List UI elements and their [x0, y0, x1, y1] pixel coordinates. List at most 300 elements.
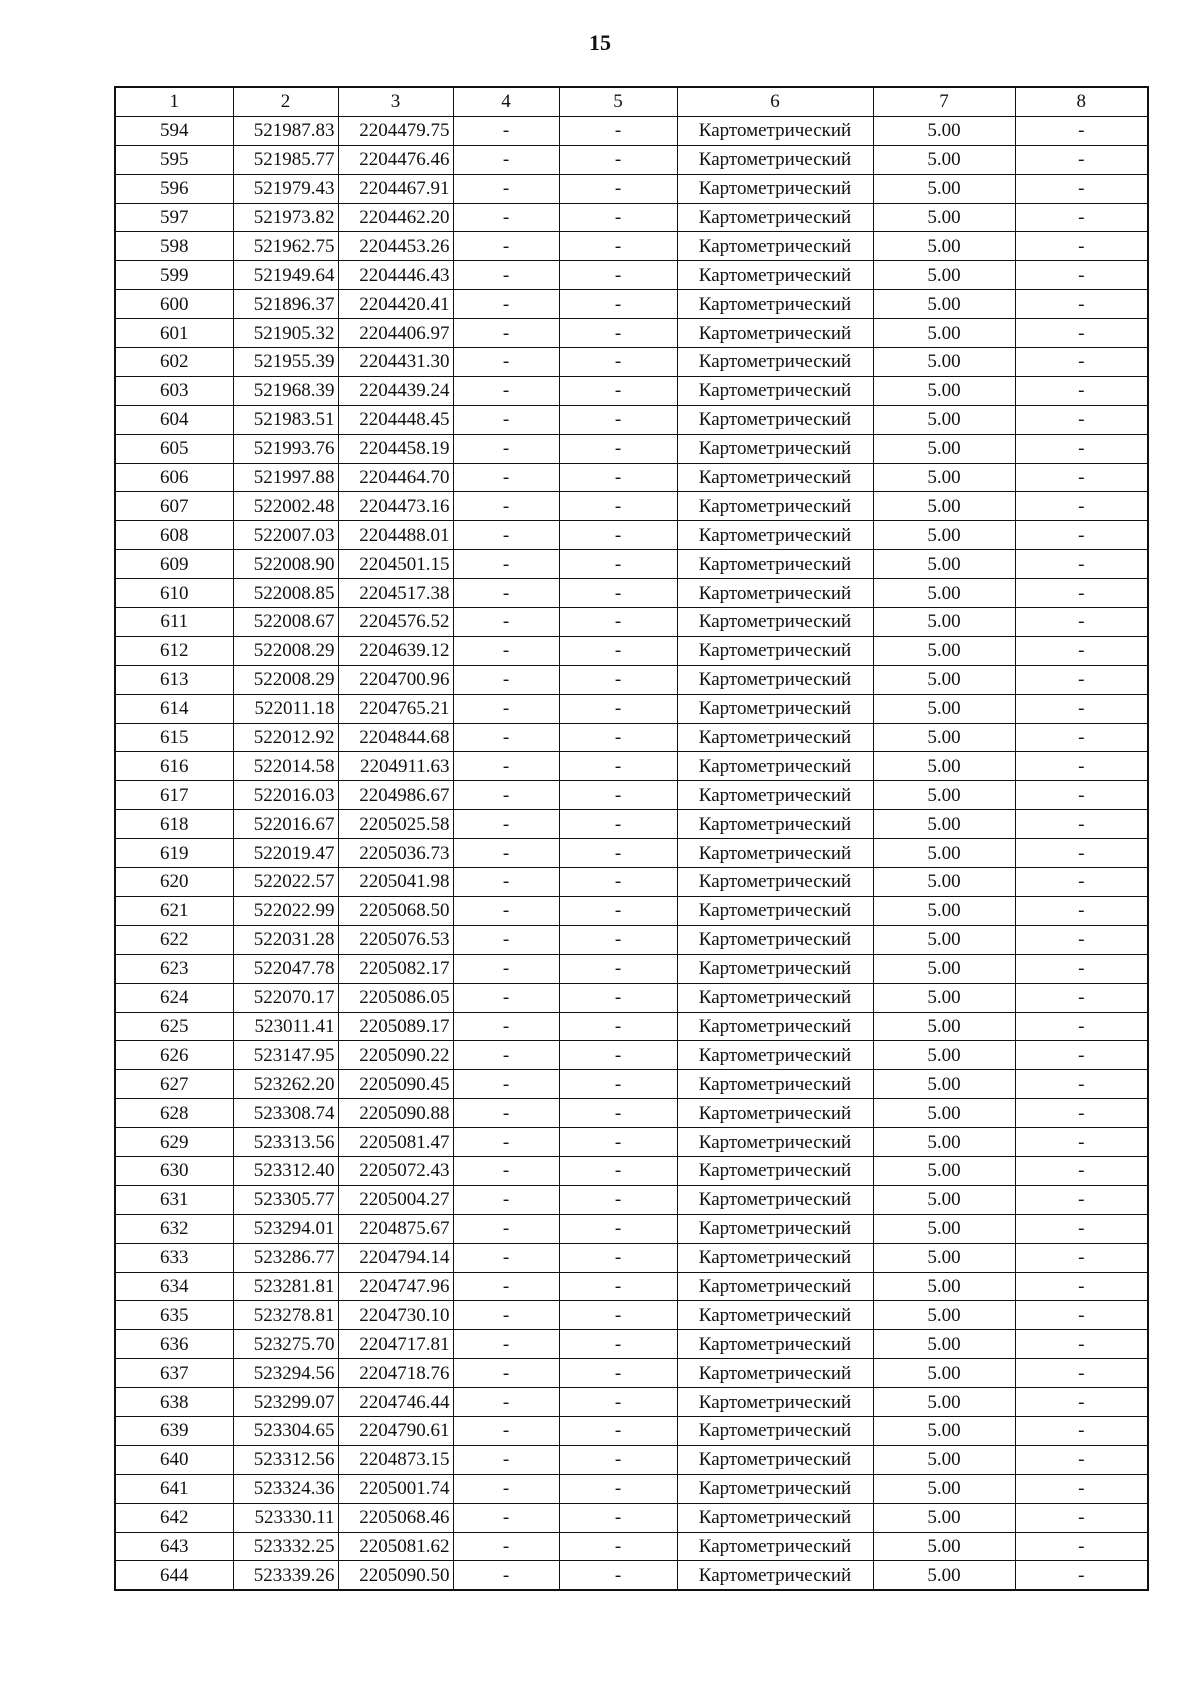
table-row — [115, 839, 1148, 868]
x-coordinate-cell: 522070.17 — [233, 983, 338, 1012]
column-4-cell: - — [453, 1532, 559, 1561]
x-coordinate-cell: 522016.03 — [233, 781, 338, 810]
table-row — [115, 579, 1148, 608]
y-coordinate-cell: 2204458.19 — [338, 434, 453, 463]
column-header-4: 4 — [453, 87, 559, 116]
table-row — [115, 781, 1148, 810]
y-coordinate-cell: 2204501.15 — [338, 550, 453, 579]
column-5-cell: - — [559, 261, 677, 290]
precision-cell: 5.00 — [873, 1243, 1015, 1272]
point-number-cell: 644 — [115, 1561, 233, 1590]
x-coordinate-cell: 523294.01 — [233, 1214, 338, 1243]
method-cell: Картометрический — [677, 1503, 873, 1532]
column-5-cell: - — [559, 1330, 677, 1359]
x-coordinate-cell: 523305.77 — [233, 1185, 338, 1214]
x-coordinate-cell: 522016.67 — [233, 810, 338, 839]
y-coordinate-cell: 2205086.05 — [338, 983, 453, 1012]
column-8-cell: - — [1015, 636, 1148, 665]
column-8-cell: - — [1015, 405, 1148, 434]
method-cell: Картометрический — [677, 405, 873, 434]
y-coordinate-cell: 2204467.91 — [338, 174, 453, 203]
column-5-cell: - — [559, 1474, 677, 1503]
precision-cell: 5.00 — [873, 1301, 1015, 1330]
precision-cell: 5.00 — [873, 1330, 1015, 1359]
point-number-cell: 612 — [115, 636, 233, 665]
y-coordinate-cell: 2204446.43 — [338, 261, 453, 290]
column-5-cell: - — [559, 1272, 677, 1301]
precision-cell: 5.00 — [873, 290, 1015, 319]
column-8-cell: - — [1015, 203, 1148, 232]
method-cell: Картометрический — [677, 868, 873, 897]
point-number-cell: 641 — [115, 1474, 233, 1503]
column-4-cell: - — [453, 174, 559, 203]
precision-cell: 5.00 — [873, 665, 1015, 694]
column-4-cell: - — [453, 1041, 559, 1070]
y-coordinate-cell: 2205081.62 — [338, 1532, 453, 1561]
y-coordinate-cell: 2204746.44 — [338, 1388, 453, 1417]
x-coordinate-cell: 522007.03 — [233, 521, 338, 550]
precision-cell: 5.00 — [873, 405, 1015, 434]
column-4-cell: - — [453, 1099, 559, 1128]
column-4-cell: - — [453, 1012, 559, 1041]
y-coordinate-cell: 2204639.12 — [338, 636, 453, 665]
column-8-cell: - — [1015, 1445, 1148, 1474]
precision-cell: 5.00 — [873, 636, 1015, 665]
x-coordinate-cell: 521896.37 — [233, 290, 338, 319]
method-cell: Картометрический — [677, 1214, 873, 1243]
method-cell: Картометрический — [677, 232, 873, 261]
column-5-cell: - — [559, 434, 677, 463]
column-5-cell: - — [559, 463, 677, 492]
point-number-cell: 622 — [115, 925, 233, 954]
precision-cell: 5.00 — [873, 1070, 1015, 1099]
column-8-cell: - — [1015, 665, 1148, 694]
column-8-cell: - — [1015, 1214, 1148, 1243]
column-4-cell: - — [453, 492, 559, 521]
table-row — [115, 1185, 1148, 1214]
column-5-cell: - — [559, 1445, 677, 1474]
x-coordinate-cell: 522022.99 — [233, 896, 338, 925]
column-4-cell: - — [453, 665, 559, 694]
column-4-cell: - — [453, 116, 559, 145]
column-4-cell: - — [453, 1243, 559, 1272]
point-number-cell: 643 — [115, 1532, 233, 1561]
column-4-cell: - — [453, 1561, 559, 1590]
column-5-cell: - — [559, 1099, 677, 1128]
point-number-cell: 628 — [115, 1099, 233, 1128]
x-coordinate-cell: 523147.95 — [233, 1041, 338, 1070]
precision-cell: 5.00 — [873, 1099, 1015, 1128]
column-5-cell: - — [559, 1156, 677, 1185]
point-number-cell: 608 — [115, 521, 233, 550]
y-coordinate-cell: 2204439.24 — [338, 376, 453, 405]
column-header-7: 7 — [873, 87, 1015, 116]
column-4-cell: - — [453, 290, 559, 319]
method-cell: Картометрический — [677, 203, 873, 232]
x-coordinate-cell: 523313.56 — [233, 1128, 338, 1157]
method-cell: Картометрический — [677, 1070, 873, 1099]
x-coordinate-cell: 523339.26 — [233, 1561, 338, 1590]
precision-cell: 5.00 — [873, 781, 1015, 810]
table-row — [115, 1070, 1148, 1099]
column-8-cell: - — [1015, 1156, 1148, 1185]
column-4-cell: - — [453, 145, 559, 174]
table-row — [115, 116, 1148, 145]
point-number-cell: 613 — [115, 665, 233, 694]
point-number-cell: 635 — [115, 1301, 233, 1330]
point-number-cell: 625 — [115, 1012, 233, 1041]
precision-cell: 5.00 — [873, 1474, 1015, 1503]
table-row — [115, 1301, 1148, 1330]
point-number-cell: 632 — [115, 1214, 233, 1243]
column-4-cell: - — [453, 261, 559, 290]
point-number-cell: 624 — [115, 983, 233, 1012]
table-row — [115, 1359, 1148, 1388]
table-row — [115, 203, 1148, 232]
method-cell: Картометрический — [677, 1561, 873, 1590]
precision-cell: 5.00 — [873, 1359, 1015, 1388]
column-5-cell: - — [559, 752, 677, 781]
y-coordinate-cell: 2204844.68 — [338, 723, 453, 752]
column-8-cell: - — [1015, 868, 1148, 897]
y-coordinate-cell: 2204700.96 — [338, 665, 453, 694]
column-8-cell: - — [1015, 1301, 1148, 1330]
table-row — [115, 550, 1148, 579]
column-8-cell: - — [1015, 694, 1148, 723]
column-5-cell: - — [559, 636, 677, 665]
column-8-cell: - — [1015, 1243, 1148, 1272]
x-coordinate-cell: 521983.51 — [233, 405, 338, 434]
column-5-cell: - — [559, 1185, 677, 1214]
column-5-cell: - — [559, 405, 677, 434]
column-8-cell: - — [1015, 261, 1148, 290]
precision-cell: 5.00 — [873, 1185, 1015, 1214]
precision-cell: 5.00 — [873, 1156, 1015, 1185]
precision-cell: 5.00 — [873, 463, 1015, 492]
point-number-cell: 599 — [115, 261, 233, 290]
column-8-cell: - — [1015, 983, 1148, 1012]
method-cell: Картометрический — [677, 174, 873, 203]
column-5-cell: - — [559, 579, 677, 608]
precision-cell: 5.00 — [873, 868, 1015, 897]
x-coordinate-cell: 523299.07 — [233, 1388, 338, 1417]
method-cell: Картометрический — [677, 954, 873, 983]
table-body — [115, 116, 1148, 1590]
y-coordinate-cell: 2205036.73 — [338, 839, 453, 868]
precision-cell: 5.00 — [873, 1388, 1015, 1417]
point-number-cell: 621 — [115, 896, 233, 925]
column-4-cell: - — [453, 1474, 559, 1503]
method-cell: Картометрический — [677, 376, 873, 405]
column-4-cell: - — [453, 1070, 559, 1099]
table-row — [115, 434, 1148, 463]
point-number-cell: 596 — [115, 174, 233, 203]
column-4-cell: - — [453, 954, 559, 983]
column-5-cell: - — [559, 1503, 677, 1532]
table-row — [115, 492, 1148, 521]
y-coordinate-cell: 2204464.70 — [338, 463, 453, 492]
column-8-cell: - — [1015, 434, 1148, 463]
method-cell: Картометрический — [677, 261, 873, 290]
method-cell: Картометрический — [677, 463, 873, 492]
page-number: 15 — [589, 30, 611, 55]
column-5-cell: - — [559, 1128, 677, 1157]
y-coordinate-cell: 2205001.74 — [338, 1474, 453, 1503]
table-row — [115, 290, 1148, 319]
method-cell: Картометрический — [677, 492, 873, 521]
method-cell: Картометрический — [677, 145, 873, 174]
y-coordinate-cell: 2204911.63 — [338, 752, 453, 781]
column-4-cell: - — [453, 983, 559, 1012]
x-coordinate-cell: 522008.29 — [233, 665, 338, 694]
method-cell: Картометрический — [677, 434, 873, 463]
method-cell: Картометрический — [677, 608, 873, 637]
column-8-cell: - — [1015, 723, 1148, 752]
x-coordinate-cell: 522002.48 — [233, 492, 338, 521]
column-5-cell: - — [559, 1359, 677, 1388]
column-5-cell: - — [559, 839, 677, 868]
x-coordinate-cell: 522008.29 — [233, 636, 338, 665]
column-5-cell: - — [559, 1243, 677, 1272]
precision-cell: 5.00 — [873, 839, 1015, 868]
precision-cell: 5.00 — [873, 550, 1015, 579]
x-coordinate-cell: 521962.75 — [233, 232, 338, 261]
y-coordinate-cell: 2204717.81 — [338, 1330, 453, 1359]
method-cell: Картометрический — [677, 1474, 873, 1503]
column-8-cell: - — [1015, 232, 1148, 261]
y-coordinate-cell: 2204790.61 — [338, 1416, 453, 1445]
precision-cell: 5.00 — [873, 1445, 1015, 1474]
precision-cell: 5.00 — [873, 116, 1015, 145]
column-5-cell: - — [559, 781, 677, 810]
precision-cell: 5.00 — [873, 694, 1015, 723]
column-8-cell: - — [1015, 550, 1148, 579]
point-number-cell: 634 — [115, 1272, 233, 1301]
table-row — [115, 1214, 1148, 1243]
table-row — [115, 723, 1148, 752]
y-coordinate-cell: 2205090.50 — [338, 1561, 453, 1590]
column-8-cell: - — [1015, 1359, 1148, 1388]
point-number-cell: 623 — [115, 954, 233, 983]
table-row — [115, 405, 1148, 434]
precision-cell: 5.00 — [873, 1041, 1015, 1070]
table-row — [115, 925, 1148, 954]
column-4-cell: - — [453, 1301, 559, 1330]
table-row — [115, 1503, 1148, 1532]
precision-cell: 5.00 — [873, 954, 1015, 983]
point-number-cell: 617 — [115, 781, 233, 810]
table-row — [115, 1128, 1148, 1157]
column-4-cell: - — [453, 1445, 559, 1474]
x-coordinate-cell: 522012.92 — [233, 723, 338, 752]
precision-cell: 5.00 — [873, 348, 1015, 377]
point-number-cell: 636 — [115, 1330, 233, 1359]
column-5-cell: - — [559, 1532, 677, 1561]
column-8-cell: - — [1015, 608, 1148, 637]
column-4-cell: - — [453, 1359, 559, 1388]
y-coordinate-cell: 2204448.45 — [338, 405, 453, 434]
precision-cell: 5.00 — [873, 174, 1015, 203]
precision-cell: 5.00 — [873, 1128, 1015, 1157]
point-number-cell: 618 — [115, 810, 233, 839]
method-cell: Картометрический — [677, 636, 873, 665]
column-5-cell: - — [559, 145, 677, 174]
method-cell: Картометрический — [677, 290, 873, 319]
precision-cell: 5.00 — [873, 608, 1015, 637]
table-row — [115, 348, 1148, 377]
column-4-cell: - — [453, 810, 559, 839]
y-coordinate-cell: 2204420.41 — [338, 290, 453, 319]
precision-cell: 5.00 — [873, 752, 1015, 781]
column-8-cell: - — [1015, 925, 1148, 954]
method-cell: Картометрический — [677, 1445, 873, 1474]
column-5-cell: - — [559, 665, 677, 694]
x-coordinate-cell: 523286.77 — [233, 1243, 338, 1272]
column-4-cell: - — [453, 694, 559, 723]
column-8-cell: - — [1015, 521, 1148, 550]
column-4-cell: - — [453, 319, 559, 348]
table-row — [115, 896, 1148, 925]
y-coordinate-cell: 2204517.38 — [338, 579, 453, 608]
column-5-cell: - — [559, 810, 677, 839]
table-row — [115, 810, 1148, 839]
precision-cell: 5.00 — [873, 723, 1015, 752]
y-coordinate-cell: 2204747.96 — [338, 1272, 453, 1301]
point-number-cell: 598 — [115, 232, 233, 261]
precision-cell: 5.00 — [873, 145, 1015, 174]
y-coordinate-cell: 2205082.17 — [338, 954, 453, 983]
point-number-cell: 629 — [115, 1128, 233, 1157]
precision-cell: 5.00 — [873, 1503, 1015, 1532]
column-8-cell: - — [1015, 116, 1148, 145]
precision-cell: 5.00 — [873, 434, 1015, 463]
column-5-cell: - — [559, 868, 677, 897]
y-coordinate-cell: 2205041.98 — [338, 868, 453, 897]
column-5-cell: - — [559, 1012, 677, 1041]
column-4-cell: - — [453, 839, 559, 868]
column-4-cell: - — [453, 1388, 559, 1417]
x-coordinate-cell: 523312.56 — [233, 1445, 338, 1474]
point-number-cell: 640 — [115, 1445, 233, 1474]
method-cell: Картометрический — [677, 1301, 873, 1330]
point-number-cell: 610 — [115, 579, 233, 608]
column-4-cell: - — [453, 1503, 559, 1532]
x-coordinate-cell: 521973.82 — [233, 203, 338, 232]
y-coordinate-cell: 2204406.97 — [338, 319, 453, 348]
column-4-cell: - — [453, 348, 559, 377]
column-8-cell: - — [1015, 781, 1148, 810]
precision-cell: 5.00 — [873, 810, 1015, 839]
column-4-cell: - — [453, 1272, 559, 1301]
method-cell: Картометрический — [677, 723, 873, 752]
x-coordinate-cell: 523304.65 — [233, 1416, 338, 1445]
column-8-cell: - — [1015, 752, 1148, 781]
method-cell: Картометрический — [677, 983, 873, 1012]
method-cell: Картометрический — [677, 665, 873, 694]
x-coordinate-cell: 523308.74 — [233, 1099, 338, 1128]
method-cell: Картометрический — [677, 752, 873, 781]
method-cell: Картометрический — [677, 694, 873, 723]
table-row — [115, 868, 1148, 897]
table-header-row — [115, 87, 1148, 116]
column-4-cell: - — [453, 232, 559, 261]
point-number-cell: 601 — [115, 319, 233, 348]
point-number-cell: 637 — [115, 1359, 233, 1388]
column-5-cell: - — [559, 232, 677, 261]
y-coordinate-cell: 2204730.10 — [338, 1301, 453, 1330]
column-4-cell: - — [453, 405, 559, 434]
y-coordinate-cell: 2204873.15 — [338, 1445, 453, 1474]
column-5-cell: - — [559, 203, 677, 232]
method-cell: Картометрический — [677, 1388, 873, 1417]
y-coordinate-cell: 2204875.67 — [338, 1214, 453, 1243]
column-8-cell: - — [1015, 1330, 1148, 1359]
table-row — [115, 1445, 1148, 1474]
point-number-cell: 602 — [115, 348, 233, 377]
point-number-cell: 594 — [115, 116, 233, 145]
column-5-cell: - — [559, 1416, 677, 1445]
x-coordinate-cell: 522008.90 — [233, 550, 338, 579]
column-5-cell: - — [559, 290, 677, 319]
method-cell: Картометрический — [677, 839, 873, 868]
column-5-cell: - — [559, 1214, 677, 1243]
x-coordinate-cell: 523324.36 — [233, 1474, 338, 1503]
precision-cell: 5.00 — [873, 1272, 1015, 1301]
y-coordinate-cell: 2204986.67 — [338, 781, 453, 810]
column-8-cell: - — [1015, 1474, 1148, 1503]
table-row — [115, 1012, 1148, 1041]
method-cell: Картометрический — [677, 1041, 873, 1070]
y-coordinate-cell: 2204576.52 — [338, 608, 453, 637]
column-4-cell: - — [453, 1128, 559, 1157]
column-5-cell: - — [559, 376, 677, 405]
column-4-cell: - — [453, 434, 559, 463]
column-5-cell: - — [559, 492, 677, 521]
column-header-5: 5 — [559, 87, 677, 116]
table-row — [115, 319, 1148, 348]
point-number-cell: 615 — [115, 723, 233, 752]
table-row — [115, 232, 1148, 261]
x-coordinate-cell: 521955.39 — [233, 348, 338, 377]
column-4-cell: - — [453, 781, 559, 810]
column-8-cell: - — [1015, 174, 1148, 203]
column-4-cell: - — [453, 521, 559, 550]
x-coordinate-cell: 523294.56 — [233, 1359, 338, 1388]
column-header-6: 6 — [677, 87, 873, 116]
method-cell: Картометрический — [677, 810, 873, 839]
x-coordinate-cell: 523262.20 — [233, 1070, 338, 1099]
column-8-cell: - — [1015, 463, 1148, 492]
point-number-cell: 605 — [115, 434, 233, 463]
table-row — [115, 1099, 1148, 1128]
x-coordinate-cell: 522019.47 — [233, 839, 338, 868]
precision-cell: 5.00 — [873, 925, 1015, 954]
column-5-cell: - — [559, 694, 677, 723]
y-coordinate-cell: 2205090.88 — [338, 1099, 453, 1128]
y-coordinate-cell: 2204473.16 — [338, 492, 453, 521]
column-4-cell: - — [453, 463, 559, 492]
table-row — [115, 521, 1148, 550]
method-cell: Картометрический — [677, 116, 873, 145]
column-4-cell: - — [453, 896, 559, 925]
y-coordinate-cell: 2205090.45 — [338, 1070, 453, 1099]
column-8-cell: - — [1015, 1041, 1148, 1070]
point-number-cell: 626 — [115, 1041, 233, 1070]
point-number-cell: 620 — [115, 868, 233, 897]
precision-cell: 5.00 — [873, 203, 1015, 232]
x-coordinate-cell: 523312.40 — [233, 1156, 338, 1185]
precision-cell: 5.00 — [873, 319, 1015, 348]
